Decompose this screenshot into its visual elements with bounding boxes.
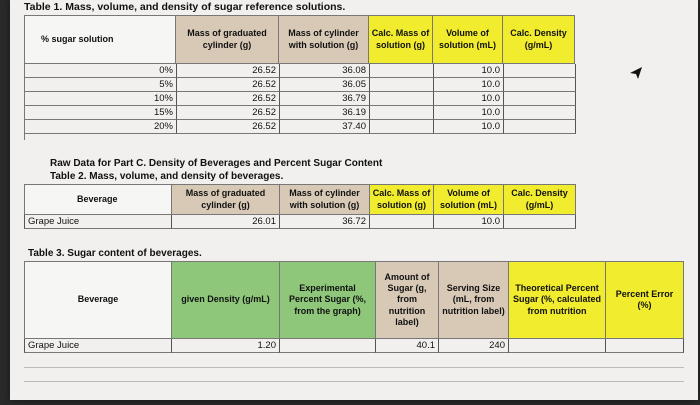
table1-cell[interactable]: 0% <box>25 64 177 78</box>
table2-header-volume: Volume of solution (mL) <box>434 184 504 215</box>
table1-cell[interactable]: 10% <box>25 92 177 106</box>
table1-header-mass-cylinder: Mass of graduated cylinder (g) <box>176 15 279 64</box>
table1-cell[interactable]: 26.52 <box>177 92 280 106</box>
table1-cell[interactable]: 10.0 <box>434 106 504 120</box>
table3-header-experimental-percent: Experimental Percent Sugar (%, from the graph) <box>280 261 376 339</box>
table1-cell[interactable]: 36.05 <box>280 78 370 92</box>
table3-cell-beverage[interactable]: Grape Juice <box>24 339 172 353</box>
table1-cell[interactable]: 10.0 <box>434 120 504 134</box>
table1-cell[interactable] <box>504 120 576 134</box>
table3-header-given-density: given Density (g/mL) <box>172 261 280 339</box>
table1-body <box>24 64 575 140</box>
table2-title: Table 2. Mass, volume, and density of beverages. <box>50 171 284 182</box>
table1-cell[interactable]: 10.0 <box>434 78 504 92</box>
table3-cell[interactable]: 240 <box>439 339 509 353</box>
table3-header-serving-size: Serving Size (mL, from nutrition label) <box>439 261 509 339</box>
table2-cell[interactable]: 36.72 <box>280 215 370 229</box>
table3-title: Table 3. Sugar content of beverages. <box>28 248 202 259</box>
table1-cell[interactable]: 5% <box>25 78 177 92</box>
table1-cell[interactable]: 36.19 <box>280 106 370 120</box>
table1-cell[interactable]: 36.08 <box>280 64 370 78</box>
table1-cell[interactable] <box>504 78 576 92</box>
table2-header-beverage: Beverage <box>24 184 172 215</box>
empty-row-divider <box>24 367 684 368</box>
table3-cell[interactable] <box>509 339 606 353</box>
table2-cell[interactable]: 26.01 <box>172 215 280 229</box>
table1-cell[interactable]: 26.52 <box>177 78 280 92</box>
table1-header-sugar-solution: % sugar solution <box>24 15 176 64</box>
table1-header-calc-density: Calc. Density (g/mL) <box>503 15 575 64</box>
table1-cell[interactable]: 26.52 <box>177 64 280 78</box>
table1-header-calc-mass: Calc. Mass of solution (g) <box>369 15 433 64</box>
table2-header-calc-mass: Calc. Mass of solution (g) <box>370 184 434 215</box>
raw-data-heading: Raw Data for Part C. Density of Beverages and Percent Sugar Content <box>50 158 383 169</box>
table3-header-theoretical-percent: Theoretical Percent Sugar (%, calculated from nutrition <box>509 261 606 339</box>
table2-header-mass-cylinder-solution: Mass of cylinder with solution (g) <box>280 184 370 215</box>
table2-header-calc-density: Calc. Density (g/mL) <box>504 184 576 215</box>
table1-cell[interactable]: 20% <box>25 120 177 134</box>
table3-cell[interactable] <box>280 339 376 353</box>
table1-cell[interactable]: 15% <box>25 106 177 120</box>
table2-cell[interactable] <box>504 215 576 229</box>
table1-cell[interactable] <box>370 64 434 78</box>
spreadsheet-page <box>10 0 698 400</box>
table1-cell[interactable]: 37.40 <box>280 120 370 134</box>
table1-cell[interactable] <box>370 78 434 92</box>
table3-cell[interactable]: 1.20 <box>172 339 280 353</box>
table1-title: Table 1. Mass, volume, and density of sugar reference solutions. <box>24 1 346 13</box>
table1-cell[interactable]: 10.0 <box>434 64 504 78</box>
table1-cell[interactable] <box>370 106 434 120</box>
table2-header-mass-cylinder: Mass of graduated cylinder (g) <box>172 184 280 215</box>
table3-cell[interactable]: 40.1 <box>376 339 439 353</box>
table1-cell[interactable] <box>504 92 576 106</box>
table1-header-mass-cylinder-solution: Mass of cylinder with solution (g) <box>279 15 369 64</box>
table1-cell[interactable] <box>504 64 576 78</box>
table3-header-percent-error: Percent Error (%) <box>606 261 684 339</box>
table1-cell[interactable]: 36.79 <box>280 92 370 106</box>
table3-cell[interactable] <box>606 339 684 353</box>
table2-cell[interactable] <box>370 215 434 229</box>
table1-cell[interactable] <box>370 92 434 106</box>
table2-cell[interactable]: 10.0 <box>434 215 504 229</box>
table3-header-beverage: Beverage <box>24 261 172 339</box>
table3-header-amount-sugar: Amount of Sugar (g, from nutrition label) <box>376 261 439 339</box>
table1-cell[interactable]: 26.52 <box>177 120 280 134</box>
empty-row-divider <box>24 381 684 382</box>
table1-cell[interactable]: 10.0 <box>434 92 504 106</box>
mouse-cursor-icon <box>629 66 643 80</box>
table2-cell-beverage[interactable]: Grape Juice <box>24 215 172 229</box>
table1-header-volume: Volume of solution (mL) <box>433 15 503 64</box>
table1-cell[interactable] <box>504 106 576 120</box>
table1-cell[interactable] <box>370 120 434 134</box>
table1-cell[interactable]: 26.52 <box>177 106 280 120</box>
